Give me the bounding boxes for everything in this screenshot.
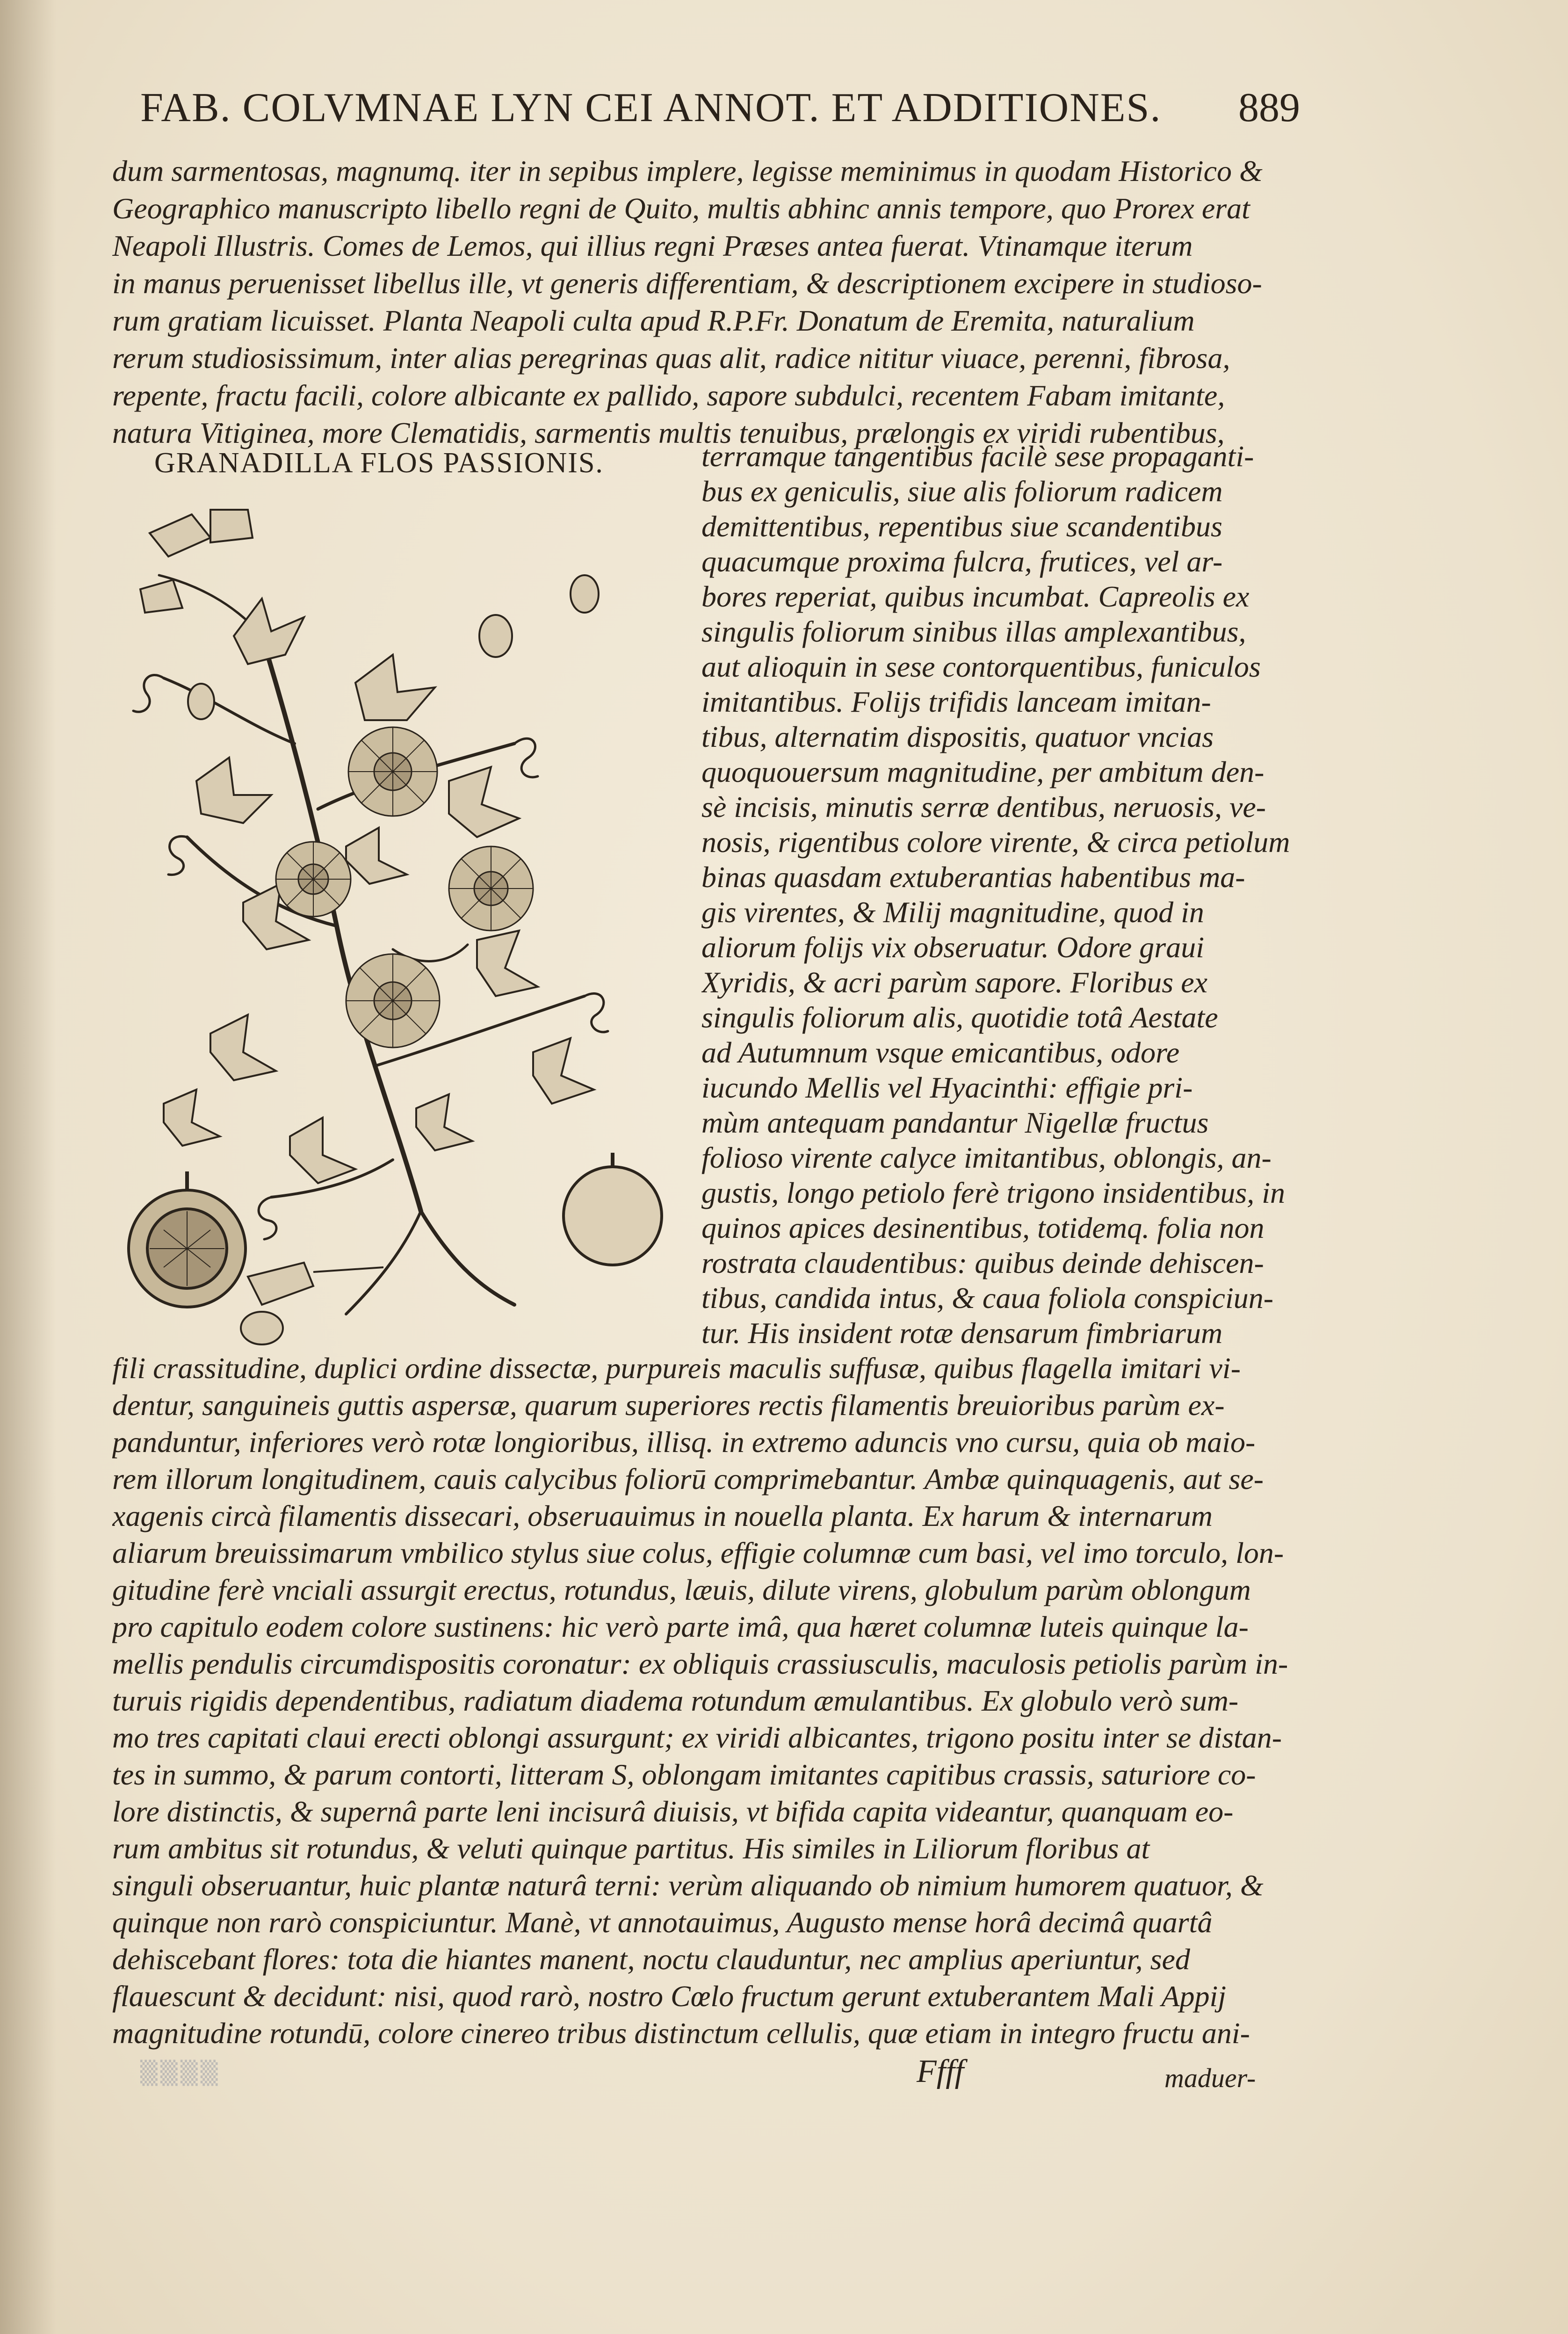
text-line: quinque non rarò conspiciuntur. Manè, vt annotauimus, Augusto mense horâ decimâ quartâ xyxy=(112,1906,1213,1939)
text-line: quacumque proxima fulcra, frutices, vel ar- xyxy=(701,545,1223,578)
text-line: aliarum breuissimarum vmbilico stylus siue colus, effigie columnæ cum basi, vel imo torculo, lon- xyxy=(112,1536,1284,1569)
text-line: rostrata claudentibus: quibus deinde dehiscen- xyxy=(701,1246,1264,1279)
text-line: demittentibus, repentibus siue scandentibus xyxy=(701,510,1222,543)
text-line: gustis, longo petiolo ferè trigono insidentibus, in xyxy=(701,1176,1285,1209)
text-line: flauescunt & decidunt: nisi, quod rarò, nostro Cœlo fructum gerunt extuberantem Mali Appij xyxy=(112,1980,1227,2013)
catchword: maduer- xyxy=(1164,2063,1256,2093)
text-line: rum gratiam licuisset. Planta Neapoli culta apud R.P.Fr. Donatum de Eremita, naturalium xyxy=(112,304,1195,337)
text-line: aut alioquin in sese contorquentibus, funiculos xyxy=(701,650,1261,683)
text-line: tes in summo, & parum contorti, litteram S, oblongam imitantes capitibus crassis, saturiore co- xyxy=(112,1758,1256,1791)
text-line: Neapoli Illustris. Comes de Lemos, qui illius regni Præses antea fuerat. Vtinamque iterum xyxy=(112,229,1193,262)
passion-flower-illustration xyxy=(94,482,692,1347)
text-line: folioso virente calyce imitantibus, oblongis, an- xyxy=(701,1141,1272,1174)
text-line: sè incisis, minutis serræ dentibus, neruosis, ve- xyxy=(701,790,1266,824)
text-line: quoquouersum magnitudine, per ambitum den- xyxy=(701,755,1265,788)
text-line: tur. His insident rotæ densarum fimbriarum xyxy=(701,1316,1223,1350)
text-line: dum sarmentosas, magnumq. iter in sepibus implere, legisse meminimus in quodam Historico & xyxy=(112,154,1263,188)
text-line: singuli obseruantur, huic plantæ naturâ terni: verùm aliquando ob nimium humorem quatuor, & xyxy=(112,1869,1264,1902)
text-line: rem illorum longitudinem, cauis calycibus foliorū comprimebantur. Ambæ quinquagenis, aut se- xyxy=(112,1462,1264,1496)
text-line: Xyridis, & acri parùm sapore. Floribus ex xyxy=(701,966,1207,999)
text-line: mùm antequam pandantur Nigellæ fructus xyxy=(701,1106,1209,1139)
text-line: terramque tangentibus facilè sese propaganti- xyxy=(701,440,1254,473)
gutter-shadow xyxy=(0,0,56,2334)
text-line: nosis, rigentibus colore virente, & circa petiolum xyxy=(701,825,1290,859)
text-line: aliorum folijs vix obseruatur. Odore graui xyxy=(701,931,1204,964)
text-line: imitantibus. Folijs trifidis lanceam imitan- xyxy=(701,685,1211,718)
running-header xyxy=(140,79,1300,150)
text-line: tibus, candida intus, & caua foliola conspiciun- xyxy=(701,1281,1274,1315)
text-line: pro capitulo eodem colore sustinens: hic verò parte imâ, qua hæret columnæ luteis quinque la- xyxy=(112,1610,1249,1643)
text-line: panduntur, inferiores verò rotæ longioribus, illisq. in extremo aduncis vno cursu, quia ob maio- xyxy=(112,1425,1256,1459)
text-line: fili crassitudine, duplici ordine dissectæ, purpureis maculis suffusæ, quibus flagella imitari vi- xyxy=(112,1351,1241,1385)
text-line: binas quasdam extuberantias habentibus ma- xyxy=(701,860,1245,894)
text-line: gis virentes, & Milij magnitudine, quod in xyxy=(701,896,1204,929)
library-stamp: ▒▒▒▒ xyxy=(140,2060,221,2086)
text-line: in manus peruenisset libellus ille, vt generis differentiam, & descriptionem excipere in studioso- xyxy=(112,267,1262,300)
text-line: rerum studiosissimum, inter alias peregrinas quas alit, radice nititur viuace, perenni, fibrosa, xyxy=(112,341,1230,375)
text-line: mellis pendulis circumdispositis coronatur: ex obliquis crassiusculis, maculosis petiolis parùm in- xyxy=(112,1647,1288,1680)
page-number: 889 xyxy=(1238,85,1300,130)
text-line: rum ambitus sit rotundus, & veluti quinque partitus. His similes in Liliorum floribus at xyxy=(112,1832,1150,1865)
figure-caption: GRANADILLA FLOS PASSIONIS. xyxy=(154,447,604,479)
signature-mark: Ffff xyxy=(917,2053,964,2089)
text-line: magnitudine rotundū, colore cinereo tribus distinctum cellulis, quæ etiam in integro fructu ani- xyxy=(112,2016,1250,2050)
text-line: quinos apices desinentibus, totidemq. folia non xyxy=(701,1211,1265,1244)
text-line: singulis foliorum alis, quotidie totâ Aestate xyxy=(701,1001,1218,1034)
text-line: singulis foliorum sinibus illas amplexantibus, xyxy=(701,615,1246,648)
text-line: Geographico manuscripto libello regni de Quito, multis abhinc annis tempore, quo Prorex erat xyxy=(112,192,1250,225)
text-line: bores reperiat, quibus incumbat. Capreolis ex xyxy=(701,580,1250,613)
text-line: mo tres capitati claui erecti oblongi assurgunt; ex viridi albicantes, trigono positu inter se distan- xyxy=(112,1721,1282,1754)
text-line: xagenis circà filamentis dissecari, obseruauimus in nouella planta. Ex harum & internarum xyxy=(112,1499,1213,1532)
text-line: ad Autumnum vsque emicantibus, odore xyxy=(701,1036,1180,1069)
text-line: dehiscebant flores: tota die hiantes manent, noctu clauduntur, nec amplius aperiuntur, sed xyxy=(112,1943,1190,1976)
text-line: gitudine ferè vnciali assurgit erectus, rotundus, læuis, dilute virens, globulum parùm oblongum xyxy=(112,1573,1251,1606)
text-line: dentur, sanguineis guttis aspersæ, quarum superiores rectis filamentis breuioribus parùm ex- xyxy=(112,1388,1225,1422)
text-line: turuis rigidis dependentibus, radiatum diadema rotundum æmulantibus. Ex globulo verò sum- xyxy=(112,1684,1239,1717)
text-line: bus ex geniculis, siue alis foliorum radicem xyxy=(701,475,1223,508)
text-line: lore distinctis, & supernâ parte leni incisurâ diuisis, vt bifida capita videantur, quanquam eo- xyxy=(112,1795,1234,1828)
running-title: FAB. COLVMNAE LYN CEI ANNOT. ET ADDITIONES. xyxy=(140,85,1162,130)
text-line: repente, fractu facili, colore albicante ex pallido, sapore subdulci, recentem Fabam imitante, xyxy=(112,379,1225,412)
text-line: tibus, alternatim dispositis, quatuor vncias xyxy=(701,720,1214,753)
text-line: natura Vitiginea, more Clematidis, sarmentis multis tenuibus, prælongis ex viridi rubentibus, xyxy=(112,416,1225,449)
text-line: iucundo Mellis vel Hyacinthi: effigie pri- xyxy=(701,1071,1193,1104)
